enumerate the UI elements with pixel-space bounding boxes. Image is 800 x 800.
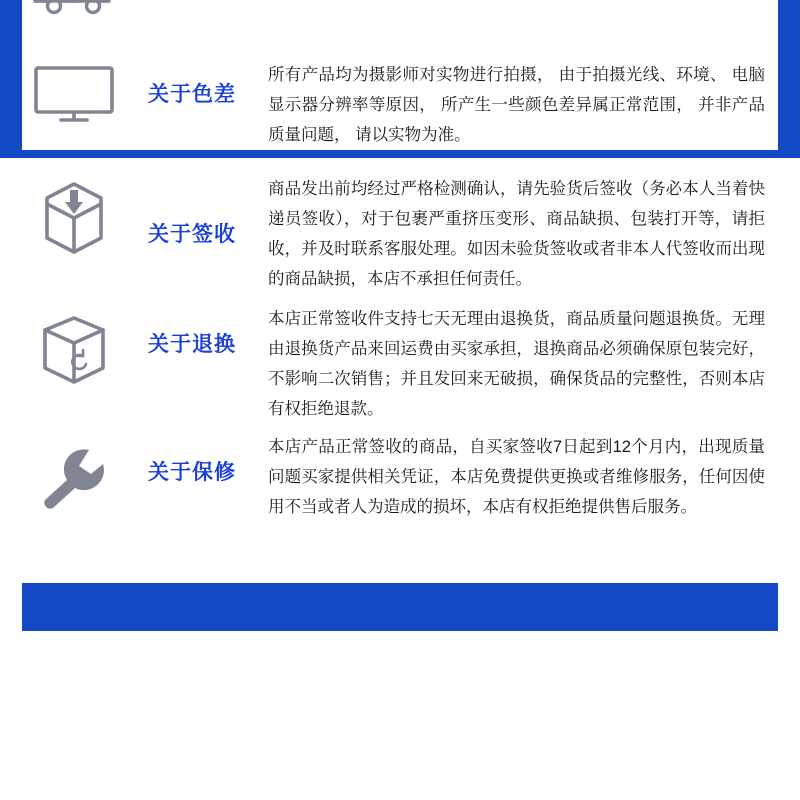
service-row-sign-for xyxy=(0,168,800,294)
wrench-icon xyxy=(31,442,117,514)
service-row-warranty xyxy=(0,428,800,523)
icon-cell-return-exchange xyxy=(0,300,148,395)
service-label-sign-for: 关于签收 xyxy=(148,223,236,246)
service-label-color-difference: 关于色差 xyxy=(148,83,236,106)
service-row-return-exchange xyxy=(0,300,800,424)
bottom-accent-bar xyxy=(22,583,778,631)
service-text-return-exchange: 本店正常签收件支持七天无理由退换货，商品质量问题退换货。无理由退换货产品来回运费由买家承担，退换商品必须确保原包装完好，不影响二次销售；并且发回来无破损，确保货品的完整性，否则本店有权拒绝退款。 xyxy=(268,310,765,418)
monitor-icon xyxy=(31,63,117,127)
service-label-return-exchange: 关于退换 xyxy=(148,333,236,356)
service-row-color-difference xyxy=(0,52,800,147)
delivery-truck-icon xyxy=(31,0,117,19)
sealed-box-icon xyxy=(31,310,117,390)
service-text-sign-for: 商品发出前均经过严格检测确认，请先验货后签收（务必本人当着快递员签收），对于包裹严重挤压变形、商品缺损、包装打开等，请拒收，并及时联系客服处理。如因未验货签收或者非本人代签收而出现的商品缺损，本店不承担任何责任。 xyxy=(268,180,765,288)
service-text-warranty: 本店产品正常签收的商品，自买家签收7日起到12个月内，出现质量问题买家提供相关凭证，本店免费提供更换或者维修服务，任何因使用不当或者人为造成的损坏，本店有权拒绝提供售后服务。 xyxy=(268,438,765,516)
icon-cell-color-difference xyxy=(0,52,148,132)
icon-cell-logistics xyxy=(0,0,148,20)
icon-cell-sign-for xyxy=(0,168,148,263)
open-box-arrow-icon xyxy=(31,174,117,260)
decorative-frame-bottom-rule xyxy=(0,150,800,158)
service-row-logistics xyxy=(0,0,800,22)
icon-cell-warranty xyxy=(0,428,148,523)
service-label-warranty: 关于保修 xyxy=(148,461,236,484)
service-text-color-difference: 所有产品均为摄影师对实物进行拍摄， 由于拍摄光线、环境、 电脑显示器分辨率等原因， 所产生一些颜色差异属正常范围， 并非产品质量问题， 请以实物为准。 xyxy=(268,66,765,144)
